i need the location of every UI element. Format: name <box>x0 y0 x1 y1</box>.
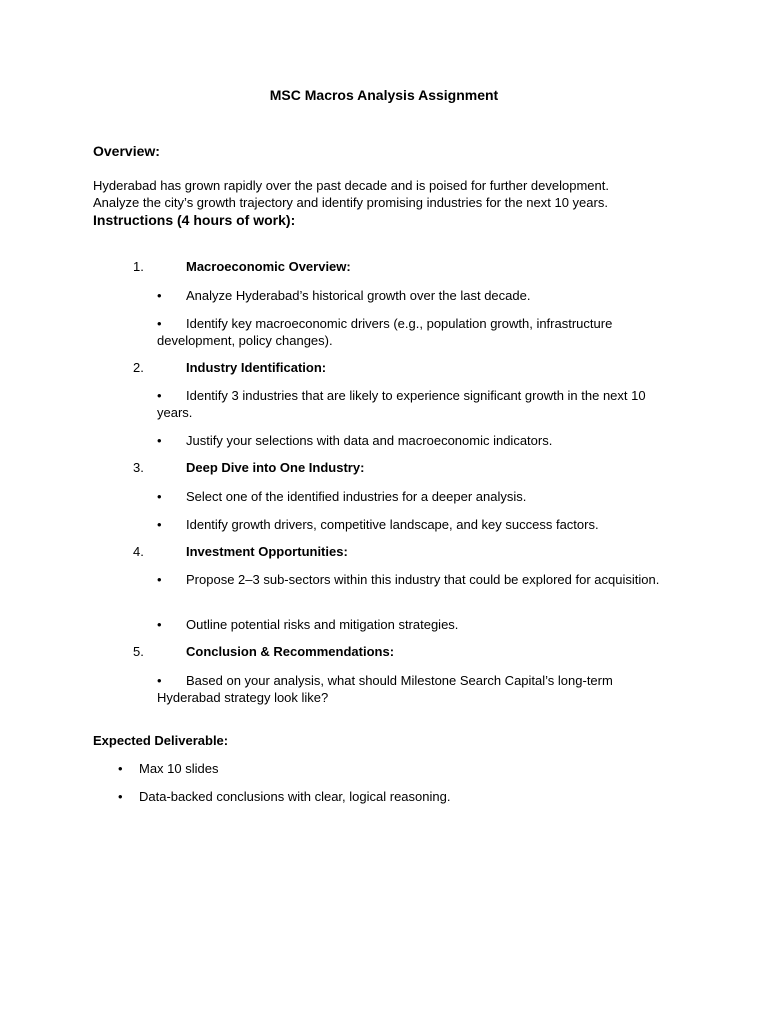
list-item-text: Analyze Hyderabad’s historical growth over the last decade. <box>186 288 531 303</box>
deliverable-item <box>118 789 450 805</box>
list-item <box>157 571 677 588</box>
step-title: Investment Opportunities: <box>186 544 348 559</box>
step-number: 5. <box>133 644 144 659</box>
list-item <box>157 672 677 706</box>
overview-paragraph <box>93 178 653 211</box>
bullet-icon: • <box>157 572 162 587</box>
list-item <box>157 387 677 421</box>
list-item-text: Identify 3 industries that are likely to experience significant growth in the next 10 years. <box>157 388 646 420</box>
step-number: 4. <box>133 544 144 559</box>
overview-heading: Overview: <box>93 143 160 159</box>
list-item-text: Propose 2–3 sub-sectors within this industry that could be explored for acquisition. <box>186 572 660 587</box>
list-item <box>157 432 677 449</box>
step-number: 1. <box>133 259 144 274</box>
bullet-icon: • <box>118 761 123 776</box>
overview-line-2: Analyze the city’s growth trajectory and identify promising industries for the next 10 years. <box>93 194 608 210</box>
bullet-icon: • <box>118 789 123 804</box>
list-item-text: Based on your analysis, what should Milestone Search Capital’s long-term Hyderabad strategy look like? <box>157 673 613 705</box>
step-title: Deep Dive into One Industry: <box>186 460 365 475</box>
step-number: 3. <box>133 460 144 475</box>
bullet-icon: • <box>157 388 162 403</box>
bullet-icon: • <box>157 433 162 448</box>
list-item-text: Identify growth drivers, competitive landscape, and key success factors. <box>186 517 599 532</box>
step-number: 2. <box>133 360 144 375</box>
deliverable-item <box>118 761 218 777</box>
list-item-text: Outline potential risks and mitigation strategies. <box>186 617 459 632</box>
list-item <box>157 488 677 505</box>
bullet-icon: • <box>157 316 162 331</box>
bullet-icon: • <box>157 673 162 688</box>
bullet-icon: • <box>157 489 162 504</box>
deliverable-heading: Expected Deliverable: <box>93 733 229 748</box>
deliverable-text: Max 10 slides <box>139 761 219 776</box>
list-item <box>157 516 677 533</box>
overview-line-1: Hyderabad has grown rapidly over the past decade and is poised for further development. <box>93 178 609 193</box>
step-title: Conclusion & Recommendations: <box>186 644 395 659</box>
step-title: Industry Identification: <box>186 360 327 375</box>
step-title: Macroeconomic Overview: <box>186 259 351 274</box>
list-item-text: Select one of the identified industries for a deeper analysis. <box>186 489 527 504</box>
bullet-icon: • <box>157 617 162 632</box>
list-item <box>157 616 677 633</box>
list-item <box>157 315 677 349</box>
bullet-icon: • <box>157 288 162 303</box>
list-item <box>157 287 677 304</box>
bullet-icon: • <box>157 517 162 532</box>
instructions-heading: Instructions (4 hours of work): <box>93 212 296 228</box>
deliverable-text: Data-backed conclusions with clear, logical reasoning. <box>139 789 451 804</box>
document-title: MSC Macros Analysis Assignment <box>269 87 499 103</box>
list-item-text: Identify key macroeconomic drivers (e.g., population growth, infrastructure development, policy changes). <box>157 316 613 348</box>
list-item-text: Justify your selections with data and macroeconomic indicators. <box>186 433 553 448</box>
